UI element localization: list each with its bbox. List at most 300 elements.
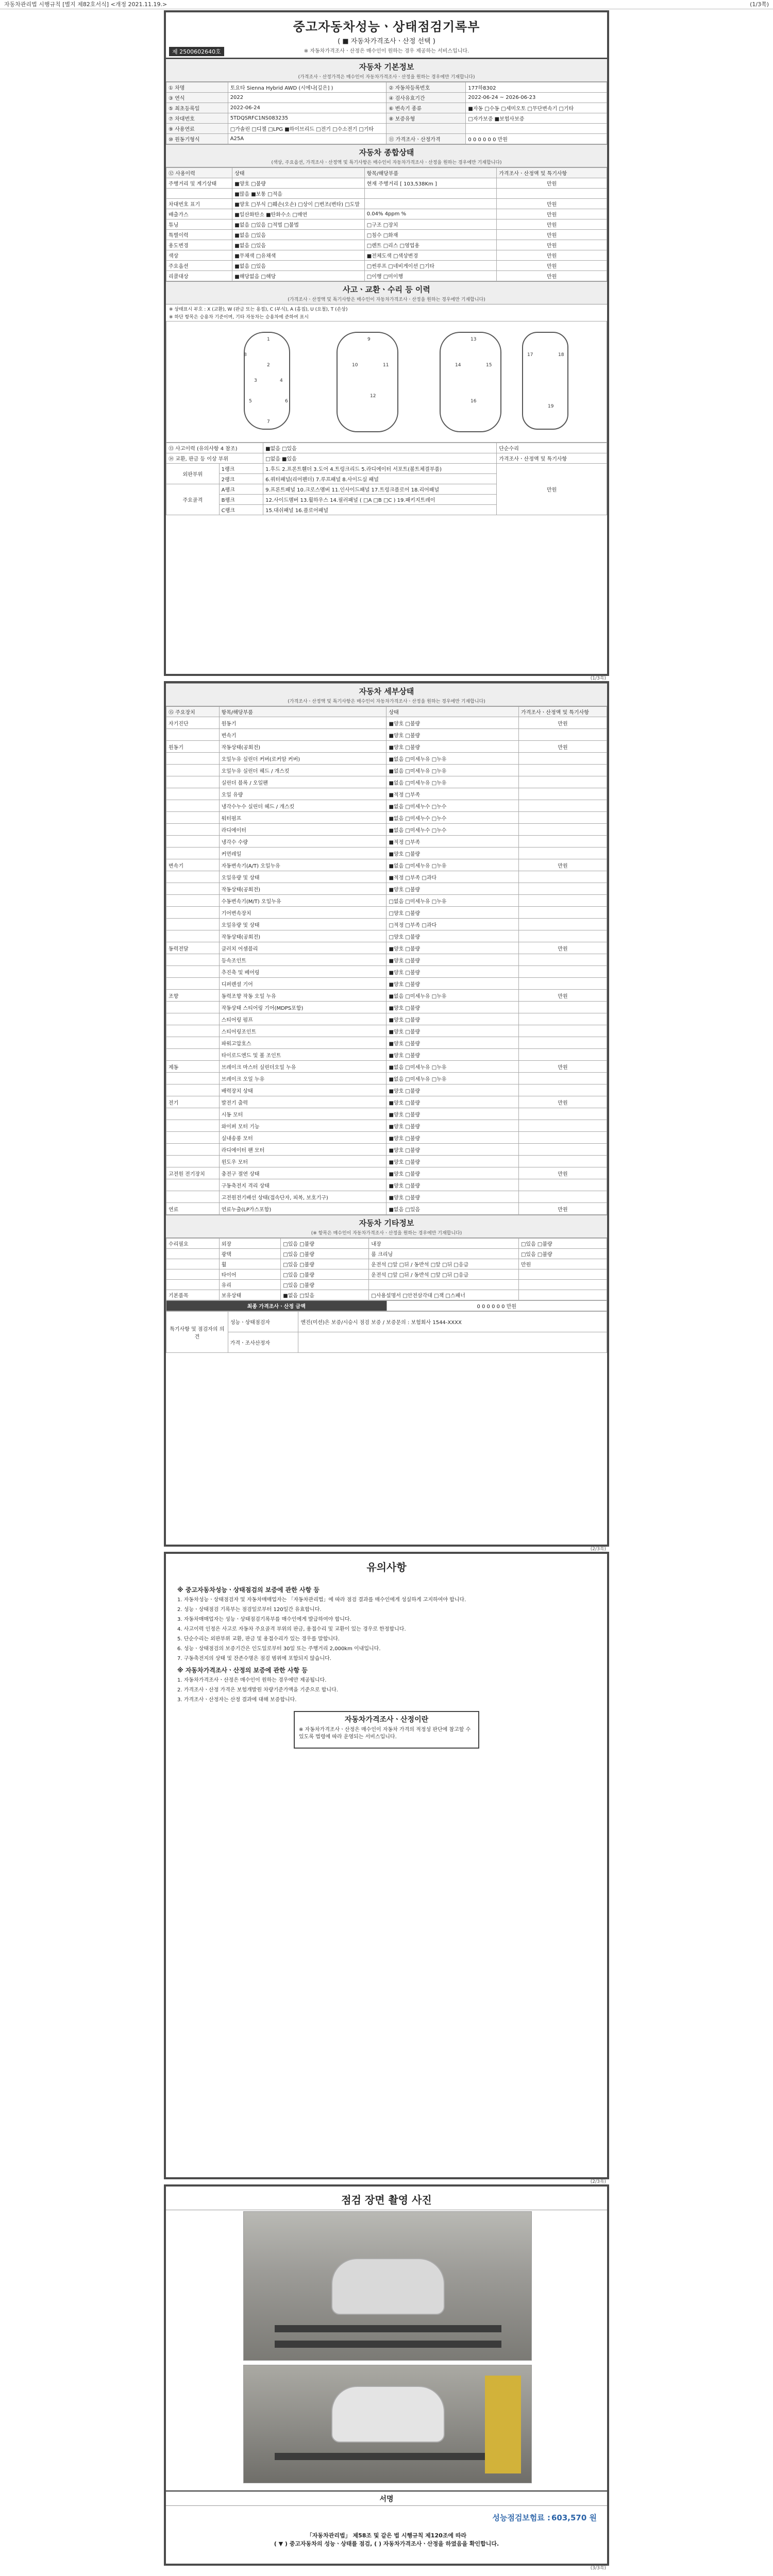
detail-cell [166, 753, 220, 765]
detail-cell: 구동축전지 격리 상태 [219, 1179, 386, 1191]
form-note: ※ 자동차가격조사ㆍ산정은 매수인이 원하는 경우 제공하는 서비스입니다. [304, 48, 469, 54]
summary-cell [364, 189, 497, 199]
detail-cell [518, 1013, 607, 1025]
detail-cell: 추진축 및 베어링 [219, 966, 386, 978]
other-table [166, 1238, 607, 1300]
detail-cell [518, 954, 607, 966]
frame-a-value: 9.프론트패널 10.크로스멤버 11.인사이드패널 17.트렁크플로어 18.리어패널 [263, 484, 497, 495]
page-3 [164, 1552, 609, 2184]
detail-cell: 조향 [166, 990, 220, 1002]
notice-stamp-box [294, 1711, 479, 1749]
special-text: 엔진(미션)은 보증/시승시 점검 보증 / 보증문의 : 보험회사 1544-XXXX [298, 1312, 607, 1332]
detail-row [166, 871, 607, 883]
other-cell [518, 1280, 607, 1290]
footer-text [166, 2532, 607, 2548]
photo-yellow-post [485, 2376, 521, 2473]
total-label: 최종 가격조사ㆍ산정 금액 [166, 1301, 387, 1311]
basic-cell: ⑦ 차대번호 [166, 113, 228, 124]
rank1-label: 1랭크 [219, 464, 263, 474]
summary-row [166, 230, 607, 240]
detail-cell [518, 812, 607, 824]
summary-cell: 용도변경 [166, 240, 232, 250]
detail-row [166, 1002, 607, 1013]
other-row [166, 1269, 607, 1280]
rank1-value: 1.후드 2.프론트휀더 3.도어 4.트렁크리드 5.라디에이터 서포트(볼트체결부품) [263, 464, 497, 474]
summary-cell: 만원 [497, 178, 607, 189]
detail-row [166, 1203, 607, 1215]
detail-cell: 변속기 [219, 729, 386, 741]
detail-cell: ■양호 □불량 [386, 1108, 519, 1120]
other-cell: □있음 □불량 [518, 1239, 607, 1249]
detail-cell [518, 883, 607, 895]
summary-cell [364, 199, 497, 209]
basic-row [166, 124, 607, 134]
summary-row [166, 178, 607, 189]
accident-q2: 단순수리 [497, 443, 607, 453]
detail-row [166, 1013, 607, 1025]
detail-cell [166, 978, 220, 990]
car-left-view [244, 332, 290, 430]
detail-cell: ■양호 □불량 [386, 954, 519, 966]
detail-cell [518, 919, 607, 930]
detail-cell [166, 1037, 220, 1049]
detail-row [166, 907, 607, 919]
frame-b-label: B랭크 [219, 495, 263, 505]
detail-cell: 발전기 출력 [219, 1096, 386, 1108]
other-cell: 룸 크리닝 [369, 1249, 519, 1259]
detail-row [166, 1167, 607, 1179]
detail-section-header [166, 683, 607, 706]
summary-title: 자동차 종합상태 [359, 148, 414, 157]
detail-cell: 라디에이터 팬 모터 [219, 1144, 386, 1156]
basic-row [166, 93, 607, 103]
frame-c-value: 15.대쉬패널 16.플로어패널 [263, 505, 497, 515]
detail-cell [166, 788, 220, 800]
detail-row [166, 1037, 607, 1049]
detail-cell: 오일 유량 [219, 788, 386, 800]
basic-cell: ⑧ 보증유형 [386, 113, 466, 124]
detail-cell: 냉각수누수 실린더 헤드 / 개스킷 [219, 800, 386, 812]
detail-cell [518, 1120, 607, 1132]
detail-cell [166, 930, 220, 942]
summary-cell: ■해당없음 □해당 [232, 271, 365, 281]
basic-cell: 2022 [228, 93, 386, 103]
detail-cell: 자동변속기(A/T) 오일누유 [219, 859, 386, 871]
notice-paragraph-2: 1. 자동차가격조사ㆍ산정은 매수인이 원하는 경우에만 제공됩니다. [177, 1677, 327, 1683]
detail-col-header: 항목/해당부품 [219, 707, 386, 717]
detail-cell [166, 729, 220, 741]
detail-cell: 등속조인트 [219, 954, 386, 966]
detail-row [166, 1049, 607, 1061]
diagram-number: 18 [558, 352, 564, 358]
detail-cell [518, 1132, 607, 1144]
detail-cell [518, 824, 607, 836]
detail-row [166, 776, 607, 788]
notice-paragraph-2: 2. 가격조사ㆍ산정 가격은 보험개발원 차량기준가액을 기준으로 합니다. [177, 1687, 338, 1693]
accident-legend2: ※ 하단 항목은 승용차 기준이며, 기타 자동차는 승용차에 준하여 표시 [169, 315, 309, 320]
summary-cell: □렌트 □리스 □영업용 [364, 240, 497, 250]
detail-cell: ■없음 □미세누수 □누수 [386, 812, 519, 824]
detail-cell [166, 800, 220, 812]
detail-row [166, 966, 607, 978]
page-2 [164, 681, 609, 1552]
other-row [166, 1290, 607, 1300]
basic-cell: 177하8302 [466, 82, 607, 93]
detail-cell [166, 1073, 220, 1084]
summary-row [166, 240, 607, 250]
photo-lift-2 [275, 2341, 501, 2348]
detail-cell: ■양호 □불량 [386, 942, 519, 954]
doc-number: 제 2500602640호 [169, 47, 224, 56]
other-cell [518, 1269, 607, 1280]
special-a: 성능ㆍ상태점검자 [228, 1312, 298, 1332]
accident-q1-value: ■없음 □있음 [263, 443, 497, 453]
other-cell: 타이어 [219, 1269, 281, 1280]
detail-row [166, 800, 607, 812]
rank2-label: 2랭크 [219, 474, 263, 484]
detail-cell: □양호 □불량 [386, 907, 519, 919]
detail-cell [166, 883, 220, 895]
detail-cell [166, 1002, 220, 1013]
detail-cell [518, 836, 607, 848]
diagram-number: 2 [267, 363, 270, 368]
basic-cell: ⑥ 변속기 종류 [386, 103, 466, 113]
detail-row [166, 753, 607, 765]
other-section-header [166, 1215, 607, 1238]
other-cell [166, 1269, 220, 1280]
other-cell: □있음 □불량 [281, 1239, 369, 1249]
summary-cell: ■양호 □부식 □훼손(오손) □상이 □변조(변타) □도말 [232, 199, 365, 209]
other-cell: 외장 [219, 1239, 281, 1249]
rank2-value: 6.쿼터패널(리어펜더) 7.루프패널 8.사이드실 패널 [263, 474, 497, 484]
summary-col-header: 항목/해당부품 [364, 168, 497, 178]
detail-row [166, 729, 607, 741]
detail-cell: ■양호 □불량 [386, 848, 519, 859]
detail-cell: 만원 [518, 741, 607, 753]
detail-cell: 타이로드엔드 및 볼 조인트 [219, 1049, 386, 1061]
basic-cell: □가솔린 □디젤 □LPG ■하이브리드 □전기 □수소전기 □기타 [228, 124, 386, 134]
notice-h1: ※ 중고자동차성능ㆍ상태점검의 보증에 관한 사항 등 [177, 1586, 320, 1594]
detail-row [166, 978, 607, 990]
diagram-number: 5 [249, 399, 252, 404]
diagram-number: 8 [244, 352, 247, 358]
summary-cell: 주행거리 및 계기상태 [166, 178, 232, 189]
total-table [166, 1300, 607, 1311]
summary-cell: 만원 [497, 230, 607, 240]
summary-cell: □침수 □화재 [364, 230, 497, 240]
detail-cell: ■양호 □불량 [386, 1013, 519, 1025]
summary-cell: 만원 [497, 199, 607, 209]
detail-cell: 커먼레일 [219, 848, 386, 859]
detail-cell: 전기 [166, 1096, 220, 1108]
inspection-photo-2 [243, 2365, 532, 2483]
detail-cell: 브레이크 마스터 실린더오일 누유 [219, 1061, 386, 1073]
summary-cell [497, 189, 607, 199]
detail-cell [518, 1025, 607, 1037]
detail-cell: 오일누유 실린더 커버(로커암 커버) [219, 753, 386, 765]
accident-table [166, 443, 607, 515]
detail-cell: ■양호 □불량 [386, 1179, 519, 1191]
detail-row [166, 1108, 607, 1120]
summary-row [166, 189, 607, 199]
detail-cell: 만원 [518, 1167, 607, 1179]
detail-cell: ■양호 □불량 [386, 1144, 519, 1156]
notice-paragraph: 7. 구동축전지의 상태 및 잔존수명은 점검 범위에 포함되지 않습니다. [177, 1656, 331, 1662]
other-cell: 수리필요 [166, 1239, 220, 1249]
insurance-value: 603,570 원 [551, 2513, 597, 2522]
detail-cell: ■없음 □미세누유 □누유 [386, 990, 519, 1002]
summary-cell: 만원 [497, 209, 607, 219]
summary-cell: □썬루프 □네비게이션 □기타 [364, 261, 497, 271]
detail-cell [518, 800, 607, 812]
notice-paragraph: 1. 자동차성능ㆍ상태점검자 및 자동차매매업자는 「자동차관리법」에 따라 점검 결과를 매수인에게 성실하게 고지하여야 합니다. [177, 1597, 466, 1603]
diagram-number: 12 [370, 394, 376, 399]
detail-cell: ■없음 □미세누유 □누유 [386, 776, 519, 788]
diagram-number: 13 [470, 337, 477, 342]
diagram-number: 19 [548, 404, 554, 409]
other-cell: 운전석 □앞 □뒤 / 동반석 □앞 □뒤 □응급 [369, 1269, 519, 1280]
photo-lift-3 [275, 2453, 501, 2460]
detail-cell [518, 1037, 607, 1049]
detail-cell: ■없음 □미세누수 □누수 [386, 824, 519, 836]
detail-cell [166, 871, 220, 883]
other-cell: ■없음 □있음 [281, 1290, 369, 1300]
detail-row [166, 1191, 607, 1203]
detail-cell [166, 1144, 220, 1156]
special-b: 가격ㆍ조사산정자 [228, 1332, 298, 1353]
detail-cell: 만원 [518, 1061, 607, 1073]
detail-title: 자동차 세부상태 [359, 687, 414, 696]
detail-cell: 작동상태(공회전) [219, 741, 386, 753]
detail-row [166, 859, 607, 871]
detail-cell [518, 848, 607, 859]
summary-cell: 만원 [497, 219, 607, 230]
stamp-title: 자동차가격조사ㆍ산정이란 [344, 1716, 429, 1724]
detail-cell: 연료누출(LP가스포함) [219, 1203, 386, 1215]
page-number-3: (2/3쪽) [590, 2179, 606, 2184]
basic-sub: (가격조사ㆍ산정가격은 매수인이 자동차가격조사ㆍ산정을 원하는 경우에만 기재합니다) [298, 75, 475, 80]
detail-row [166, 1096, 607, 1108]
detail-cell [518, 729, 607, 741]
detail-row [166, 954, 607, 966]
detail-cell [166, 1191, 220, 1203]
detail-cell [166, 824, 220, 836]
basic-cell: 토요타 Sienna Hybrid AWD (시에나[깊은] ) [228, 82, 386, 93]
basic-section-header [166, 59, 607, 82]
detail-cell: ■양호 □불량 [386, 1037, 519, 1049]
detail-cell [518, 1049, 607, 1061]
detail-cell: 만원 [518, 717, 607, 729]
detail-cell: 동력조향 작동 오일 누유 [219, 990, 386, 1002]
notice-paragraph: 5. 단순수리는 외판부위 교환, 판금 및 용접수리가 있는 경우를 말합니다. [177, 1636, 340, 1642]
form-title: 중고자동차성능ㆍ상태점검기록부 [293, 20, 480, 34]
detail-cell: ■양호 □불량 [386, 1084, 519, 1096]
basic-cell: 2022-06-24 [228, 103, 386, 113]
detail-cell: ■없음 □미세누유 □누유 [386, 753, 519, 765]
detail-cell [166, 907, 220, 919]
basic-cell: A25A [228, 134, 386, 144]
diagram-number: 17 [527, 352, 533, 358]
basic-cell: ④ 검사유효기간 [386, 93, 466, 103]
car-bottom-view [440, 332, 501, 432]
notice-body [166, 1577, 607, 1761]
other-title: 자동차 기타정보 [359, 1218, 414, 1228]
detail-cell: ■적정 □부족 □과다 [386, 871, 519, 883]
detail-cell: ■없음 □미세누유 □누유 [386, 765, 519, 776]
detail-cell: 만원 [518, 1096, 607, 1108]
insurance-label: 성능점검보험료 : [492, 2513, 550, 2522]
detail-cell: 시동 모터 [219, 1108, 386, 1120]
detail-cell: ■없음 □미세누수 □누수 [386, 800, 519, 812]
detail-cell [518, 1144, 607, 1156]
detail-table [166, 706, 607, 1215]
summary-col-header: ⑫ 사용이력 [166, 168, 232, 178]
summary-cell: 튜닝 [166, 219, 232, 230]
detail-row [166, 990, 607, 1002]
detail-row [166, 741, 607, 753]
basic-cell: 0 0 0 0 0 0 만원 [466, 134, 607, 144]
footer-line-1: 「자동차관리법」 제58조 및 같은 법 시행규칙 제120조에 따라 [306, 2532, 467, 2539]
detail-cell [518, 765, 607, 776]
summary-col-header: 가격조사ㆍ산정액 및 특기사항 [497, 168, 607, 178]
photo-car-2 [331, 2386, 445, 2443]
accident-col1: ⑭ 교환, 판금 등 이상 부위 [166, 453, 263, 464]
detail-cell: ■없음 □미세누유 □누유 [386, 1061, 519, 1073]
frame-a-label: A랭크 [219, 484, 263, 495]
basic-cell [386, 124, 466, 134]
detail-cell [166, 895, 220, 907]
summary-cell: ■없음 □있음 [232, 230, 365, 240]
sign-header: 서명 [166, 2490, 607, 2506]
car-right-view [522, 332, 568, 430]
summary-cell: 현재 주행거리 [ 103,538Km ] [364, 178, 497, 189]
detail-cell [166, 919, 220, 930]
summary-cell: ■일산화탄소 ■탄화수소 □매연 [232, 209, 365, 219]
accident-title: 사고ㆍ교환ㆍ수리 등 이력 [343, 285, 430, 294]
summary-cell: ■양호 □불량 [232, 178, 365, 189]
detail-cell [518, 788, 607, 800]
detail-cell: ■양호 □불량 [386, 1156, 519, 1167]
other-cell: □있음 □불량 [518, 1249, 607, 1259]
other-cell: 만원 [518, 1259, 607, 1269]
detail-cell: ■양호 □불량 [386, 883, 519, 895]
page-number-1: (1/3쪽) [590, 676, 606, 681]
detail-row [166, 824, 607, 836]
summary-row [166, 271, 607, 281]
summary-cell: □구조 □장치 [364, 219, 497, 230]
summary-cell: 리콜대상 [166, 271, 232, 281]
basic-cell: □자가보증 ■보험사보증 [466, 113, 607, 124]
summary-cell: ■없음 □있음 [232, 240, 365, 250]
basic-title: 자동차 기본정보 [359, 62, 414, 72]
detail-cell: 수동변속기(M/T) 오일누유 [219, 895, 386, 907]
detail-cell: 오일누유 실린더 헤드 / 개스킷 [219, 765, 386, 776]
detail-cell: 고전원전기배선 상태(접속단자, 피복, 보호기구) [219, 1191, 386, 1203]
detail-row [166, 848, 607, 859]
summary-cell: 만원 [497, 250, 607, 261]
detail-row [166, 765, 607, 776]
detail-cell: ■양호 □불량 [386, 717, 519, 729]
detail-cell: 연료 [166, 1203, 220, 1215]
detail-cell [518, 871, 607, 883]
detail-row [166, 1144, 607, 1156]
detail-row [166, 919, 607, 930]
detail-cell [518, 1073, 607, 1084]
detail-cell [518, 1191, 607, 1203]
photo-title: 점검 장면 촬영 사진 [166, 2187, 607, 2210]
detail-cell: 작동상태 스티어링 기어(MDPS포함) [219, 1002, 386, 1013]
detail-cell [166, 1120, 220, 1132]
notice-paragraph: 3. 자동차매매업자는 성능ㆍ상태점검기록부를 매수인에게 발급하여야 합니다. [177, 1617, 351, 1622]
basic-row [166, 113, 607, 124]
other-cell: 휠 [219, 1259, 281, 1269]
frame-b-value: 12.사이드멤버 13.휠하우스 14.필러패널 ( □A □B □C ) 19.패키지트레이 [263, 495, 497, 505]
detail-cell: 배력장치 상태 [219, 1084, 386, 1096]
detail-cell: 작동상태(공회전) [219, 883, 386, 895]
page-1 [164, 10, 609, 681]
summary-row [166, 261, 607, 271]
detail-cell: ■양호 □불량 [386, 1002, 519, 1013]
detail-cell: 실내송풍 모터 [219, 1132, 386, 1144]
basic-cell: ⑩ 원동기형식 [166, 134, 228, 144]
detail-cell: 냉각수 수량 [219, 836, 386, 848]
detail-col-header: 가격조사ㆍ산정액 및 특기사항 [518, 707, 607, 717]
detail-cell [166, 1108, 220, 1120]
summary-cell: 만원 [497, 271, 607, 281]
summary-cell: ■무채색 □유채색 [232, 250, 365, 261]
summary-cell: ■없음 □있음 [232, 261, 365, 271]
summary-sub: (색상, 주요옵션, 가격조사ㆍ산정액 및 특기사항은 매수인이 자동차가격조사ㆍ산정을 원하는 경우에만 기재합니다) [271, 160, 502, 165]
photo-car-1 [331, 2258, 445, 2315]
other-cell: 기본품목 [166, 1290, 220, 1300]
frame-label: 주요골격 [166, 484, 220, 515]
detail-cell [166, 1179, 220, 1191]
detail-cell: 디퍼렌셜 기어 [219, 978, 386, 990]
diagram-number: 15 [486, 363, 492, 368]
diagram-number: 16 [470, 399, 477, 404]
other-cell: □있음 □불량 [281, 1249, 369, 1259]
other-cell: 운전석 □앞 □뒤 / 동반석 □앞 □뒤 □응급 [369, 1259, 519, 1269]
summary-cell: ■전체도색 □색상변경 [364, 250, 497, 261]
basic-cell: 5TDQSRFC1NS083235 [228, 113, 386, 124]
summary-row [166, 219, 607, 230]
notice-title: 유의사항 [366, 1561, 407, 1573]
detail-cell: ■양호 □불량 [386, 1025, 519, 1037]
detail-cell: 스티어링 펌프 [219, 1013, 386, 1025]
form-header [166, 12, 607, 59]
detail-cell [166, 1049, 220, 1061]
detail-sub: (가격조사ㆍ산정액 및 특기사항은 매수인이 자동차가격조사ㆍ산정을 원하는 경우에만 기재합니다) [288, 699, 485, 704]
diagram-number: 10 [352, 363, 358, 368]
detail-cell: 만원 [518, 1203, 607, 1215]
detail-cell [166, 966, 220, 978]
detail-col-header: ⑮ 주요장치 [166, 707, 220, 717]
basic-row [166, 103, 607, 113]
detail-cell: ■양호 □불량 [386, 1132, 519, 1144]
detail-cell: □없음 □미세누유 □누유 [386, 895, 519, 907]
detail-cell: ■양호 □불량 [386, 741, 519, 753]
other-cell [166, 1249, 220, 1259]
page-number-4: (3/3쪽) [590, 2566, 606, 2571]
other-row [166, 1280, 607, 1290]
inspection-photo-1 [243, 2211, 532, 2361]
diagram-number: 11 [383, 363, 389, 368]
basic-cell: ② 자동차등록번호 [386, 82, 466, 93]
detail-cell: 원동기 [219, 717, 386, 729]
summary-cell: □이행 □미이행 [364, 271, 497, 281]
sign-row [166, 2507, 607, 2528]
other-cell: □있음 □불량 [281, 1280, 369, 1290]
